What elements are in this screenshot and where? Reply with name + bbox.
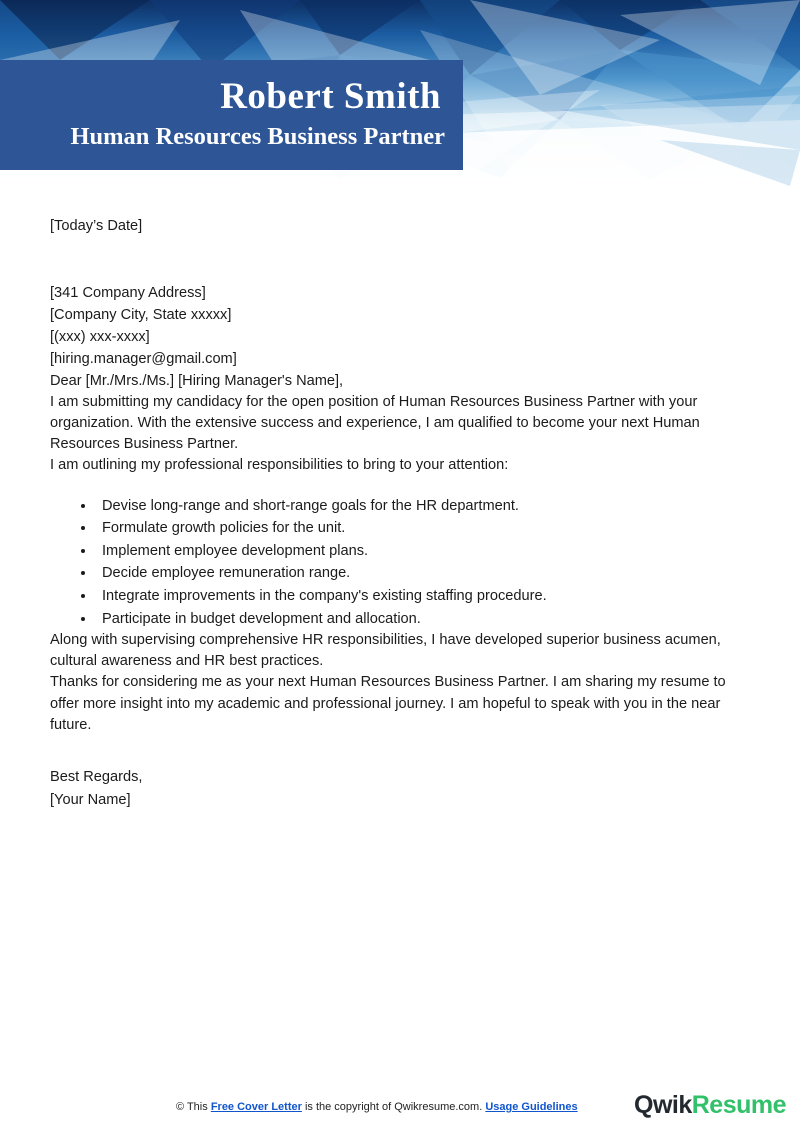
signoff-block — [50, 766, 750, 811]
paragraph-1: I am submitting my candidacy for the open position of Human Resources Business Partner with your organization. With the extensive success and experience, I am qualified to become your next Human Resources Business Partner. — [50, 393, 700, 453]
closing-line: Best Regards, — [50, 768, 143, 785]
recipient-street: [341 Company Address] — [50, 285, 206, 302]
list-item: Formulate growth policies for the unit. — [50, 517, 750, 540]
candidate-name: Robert Smith — [220, 75, 441, 117]
list-item: Integrate improvements in the company's existing staffing procedure. — [50, 585, 750, 608]
logo-text-resume: Resume — [691, 1091, 787, 1119]
responsibilities-list — [50, 495, 750, 631]
paragraph-3: Along with supervising comprehensive HR responsibilities, I have developed superior business acumen, cultural awareness and HR best practices. — [50, 632, 721, 670]
list-item: Decide employee remuneration range. — [50, 562, 750, 585]
candidate-job-title: Human Resources Business Partner — [70, 122, 445, 150]
qwikresume-logo[interactable] — [634, 1091, 786, 1120]
recipient-city-state-zip: [Company City, State xxxxx] — [50, 307, 232, 324]
usage-guidelines-link[interactable]: Usage Guidelines — [485, 1101, 578, 1113]
recipient-email: [hiring.manager@gmail.com] — [50, 350, 237, 367]
date-line: [Today’s Date] — [50, 218, 143, 234]
recipient-phone: [(xxx) xxx-xxxx] — [50, 328, 150, 345]
paragraph-2: I am outlining my professional responsibilities to bring to your attention: — [50, 457, 509, 474]
page-footer — [0, 1063, 800, 1131]
copyright-credit — [176, 1101, 578, 1113]
free-cover-letter-link[interactable]: Free Cover Letter — [210, 1101, 302, 1113]
list-item: Implement employee development plans. — [50, 540, 750, 563]
copyright-prefix: © This — [176, 1101, 211, 1113]
list-item: Devise long-range and short-range goals for the HR department. — [50, 495, 750, 518]
paragraph-4: Thanks for considering me as your next Human Resources Business Partner. I am sharing my resume to offer more insight into my academic and professional journey. I am hopeful to speak with you in the near future. — [50, 674, 726, 733]
letter-body — [50, 200, 750, 811]
signature-line: [Your Name] — [50, 791, 131, 808]
logo-text-qwik: Qwik — [634, 1091, 692, 1119]
name-title-block — [0, 60, 463, 170]
recipient-address-block — [50, 283, 750, 371]
list-item: Participate in budget development and allocation. — [50, 608, 750, 631]
salutation: Dear [Mr./Mrs./Ms.] [Hiring Manager's Name], — [50, 372, 344, 389]
copyright-middle: is the copyright of Qwikresume.com. — [301, 1101, 486, 1113]
